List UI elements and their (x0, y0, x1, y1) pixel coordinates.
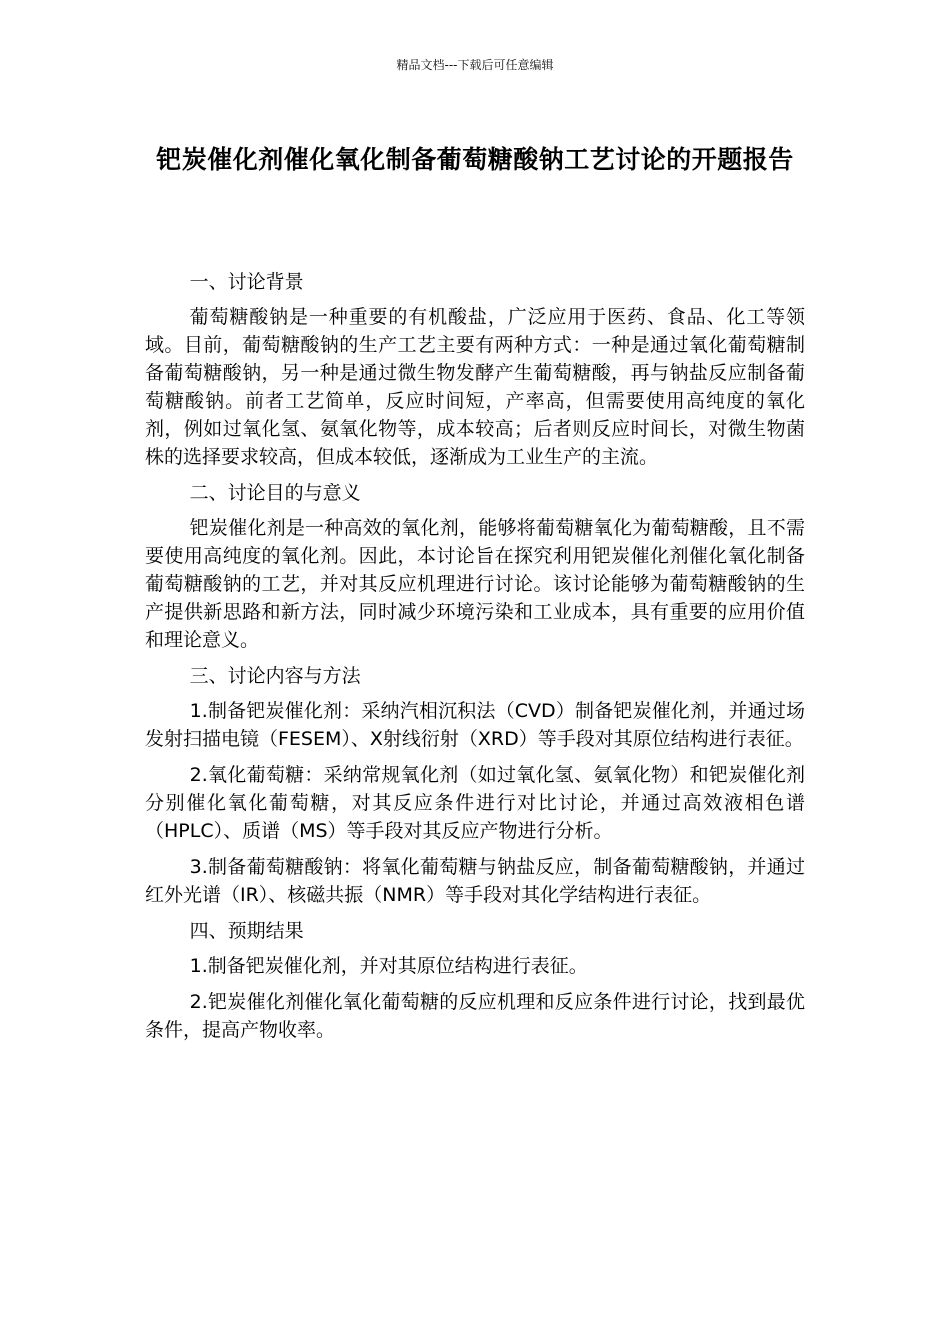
list-item-method-2: 2.氧化葡萄糖：采纳常规氧化剂（如过氧化氢、氨氧化物）和钯炭催化剂分别催化氧化葡萄糖，对其反应条件进行对比讨论，并通过高效液相色谱（HPLC）、质谱（MS）等手段对其反应产物进行分析。 (145, 764, 805, 842)
list-item-method-1: 1.制备钯炭催化剂：采纳汽相沉积法（CVD）制备钯炭催化剂，并通过场发射扫描电镜（FESEM）、X射线衍射（XRD）等手段对其原位结构进行表征。 (145, 700, 805, 750)
section-heading-background: 一、讨论背景 (189, 271, 304, 293)
document-title: 钯炭催化剂催化氧化制备葡萄糖酸钠工艺讨论的开题报告 (156, 145, 794, 174)
list-item-method-3: 3.制备葡萄糖酸钠：将氧化葡萄糖与钠盐反应，制备葡萄糖酸钠，并通过红外光谱（IR）、核磁共振（NMR）等手段对其化学结构进行表征。 (145, 856, 805, 906)
document-body (145, 268, 805, 1052)
list-item-result-1: 1.制备钯炭催化剂，并对其原位结构进行表征。 (189, 955, 588, 977)
page-header: 精品文档---下载后可任意编辑 (396, 58, 554, 72)
paragraph-background: 葡萄糖酸钠是一种重要的有机酸盐，广泛应用于医药、食品、化工等领域。目前，葡萄糖酸钠的生产工艺主要有两种方式：一种是通过氧化葡萄糖制备葡萄糖酸钠，另一种是通过微生物发酵产生葡萄糖酸，再与钠盐反应制备葡萄糖酸钠。前者工艺简单，反应时间短，产率高，但需要使用高纯度的氧化剂，例如过氧化氢、氨氧化物等，成本较高；后者则反应时间长，对微生物菌株的选择要求较高，但成本较低，逐渐成为工业生产的主流。 (145, 306, 805, 468)
section-heading-methods: 三、讨论内容与方法 (189, 665, 361, 687)
section-heading-results: 四、预期结果 (189, 920, 304, 942)
paragraph-purpose: 钯炭催化剂是一种高效的氧化剂，能够将葡萄糖氧化为葡萄糖酸，且不需要使用高纯度的氧化剂。因此，本讨论旨在探究利用钯炭催化剂催化氧化制备葡萄糖酸钠的工艺，并对其反应机理进行讨论。该讨论能够为葡萄糖酸钠的生产提供新思路和新方法，同时减少环境污染和工业成本，具有重要的应用价值和理论意义。 (145, 517, 805, 651)
section-heading-purpose: 二、讨论目的与意义 (189, 482, 361, 504)
list-item-result-2: 2.钯炭催化剂催化氧化葡萄糖的反应机理和反应条件进行讨论，找到最优条件，提高产物收率。 (145, 991, 805, 1041)
